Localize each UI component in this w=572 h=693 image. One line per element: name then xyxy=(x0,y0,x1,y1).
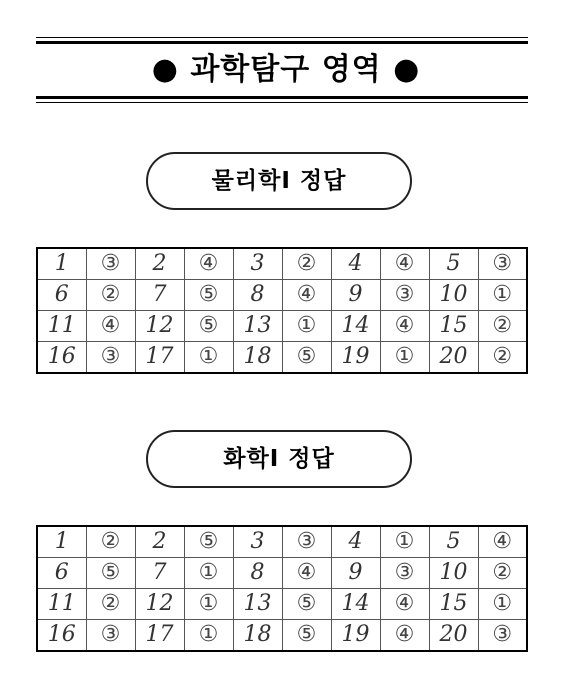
answer-value: ③ xyxy=(282,526,331,558)
table-row xyxy=(37,589,527,620)
answer-value: ④ xyxy=(86,311,135,342)
question-number: 5 xyxy=(429,526,478,558)
question-number: 12 xyxy=(135,311,184,342)
question-number: 14 xyxy=(331,311,380,342)
question-number: 19 xyxy=(331,342,380,374)
answer-value: ③ xyxy=(478,620,527,652)
question-number: 7 xyxy=(135,280,184,311)
answer-value: ② xyxy=(86,526,135,558)
question-number: 15 xyxy=(429,311,478,342)
answer-value: ④ xyxy=(380,620,429,652)
answer-value: ④ xyxy=(478,526,527,558)
answer-value: ① xyxy=(184,589,233,620)
question-number: 18 xyxy=(233,620,282,652)
question-number: 12 xyxy=(135,589,184,620)
table-row xyxy=(37,248,527,280)
answer-value: ① xyxy=(184,342,233,374)
section-title-chemistry: 화학Ⅰ 정답 xyxy=(146,430,412,488)
table-row xyxy=(37,311,527,342)
question-number: 14 xyxy=(331,589,380,620)
answer-value: ③ xyxy=(86,620,135,652)
question-number: 5 xyxy=(429,248,478,280)
question-number: 8 xyxy=(233,558,282,589)
header-rule-bottom-thin xyxy=(36,102,528,103)
question-number: 11 xyxy=(37,589,86,620)
question-number: 10 xyxy=(429,558,478,589)
answer-value: ④ xyxy=(380,589,429,620)
answer-value: ④ xyxy=(184,248,233,280)
answer-value: ③ xyxy=(86,248,135,280)
question-number: 9 xyxy=(331,280,380,311)
question-number: 19 xyxy=(331,620,380,652)
question-number: 16 xyxy=(37,620,86,652)
question-number: 13 xyxy=(233,589,282,620)
question-number: 7 xyxy=(135,558,184,589)
question-number: 20 xyxy=(429,620,478,652)
header-rule-top-thick xyxy=(36,41,528,44)
question-number: 16 xyxy=(37,342,86,374)
answer-value: ① xyxy=(184,558,233,589)
answer-value: ① xyxy=(184,620,233,652)
question-number: 1 xyxy=(37,526,86,558)
answer-value: ② xyxy=(86,280,135,311)
question-number: 9 xyxy=(331,558,380,589)
answer-table-physics xyxy=(36,247,528,374)
question-number: 3 xyxy=(233,248,282,280)
answer-value: ① xyxy=(380,526,429,558)
answer-value: ① xyxy=(282,311,331,342)
question-number: 2 xyxy=(135,526,184,558)
page-title: ● 과학탐구 영역 ● xyxy=(151,52,421,87)
question-number: 1 xyxy=(37,248,86,280)
header-rule-bottom-thick xyxy=(36,96,528,99)
answer-value: ① xyxy=(478,589,527,620)
answer-value: ⑤ xyxy=(282,589,331,620)
answer-value: ⑤ xyxy=(86,558,135,589)
table-row xyxy=(37,280,527,311)
answer-value: ② xyxy=(478,558,527,589)
question-number: 18 xyxy=(233,342,282,374)
answer-value: ③ xyxy=(86,342,135,374)
question-number: 8 xyxy=(233,280,282,311)
question-number: 4 xyxy=(331,526,380,558)
answer-value: ③ xyxy=(478,248,527,280)
question-number: 10 xyxy=(429,280,478,311)
answer-value: ④ xyxy=(380,311,429,342)
question-number: 6 xyxy=(37,558,86,589)
answer-value: ⑤ xyxy=(184,280,233,311)
question-number: 11 xyxy=(37,311,86,342)
answer-value: ③ xyxy=(380,558,429,589)
table-row xyxy=(37,342,527,374)
answer-value: ⑤ xyxy=(184,311,233,342)
header-rule-top-thin xyxy=(36,37,528,38)
table-row xyxy=(37,526,527,558)
answer-value: ② xyxy=(478,311,527,342)
answer-table-chemistry xyxy=(36,525,528,652)
answer-value: ④ xyxy=(282,558,331,589)
answer-value: ② xyxy=(478,342,527,374)
answer-value: ⑤ xyxy=(282,620,331,652)
answer-value: ⑤ xyxy=(282,342,331,374)
question-number: 3 xyxy=(233,526,282,558)
question-number: 4 xyxy=(331,248,380,280)
answer-value: ② xyxy=(86,589,135,620)
question-number: 13 xyxy=(233,311,282,342)
answer-value: ④ xyxy=(380,248,429,280)
table-row xyxy=(37,620,527,652)
question-number: 6 xyxy=(37,280,86,311)
answer-value: ② xyxy=(282,248,331,280)
question-number: 17 xyxy=(135,620,184,652)
answer-value: ⑤ xyxy=(184,526,233,558)
table-row xyxy=(37,558,527,589)
question-number: 15 xyxy=(429,589,478,620)
question-number: 20 xyxy=(429,342,478,374)
answer-value: ① xyxy=(380,342,429,374)
section-title-physics: 물리학Ⅰ 정답 xyxy=(146,152,412,210)
answer-value: ③ xyxy=(380,280,429,311)
question-number: 2 xyxy=(135,248,184,280)
answer-value: ① xyxy=(478,280,527,311)
answer-value: ④ xyxy=(282,280,331,311)
question-number: 17 xyxy=(135,342,184,374)
